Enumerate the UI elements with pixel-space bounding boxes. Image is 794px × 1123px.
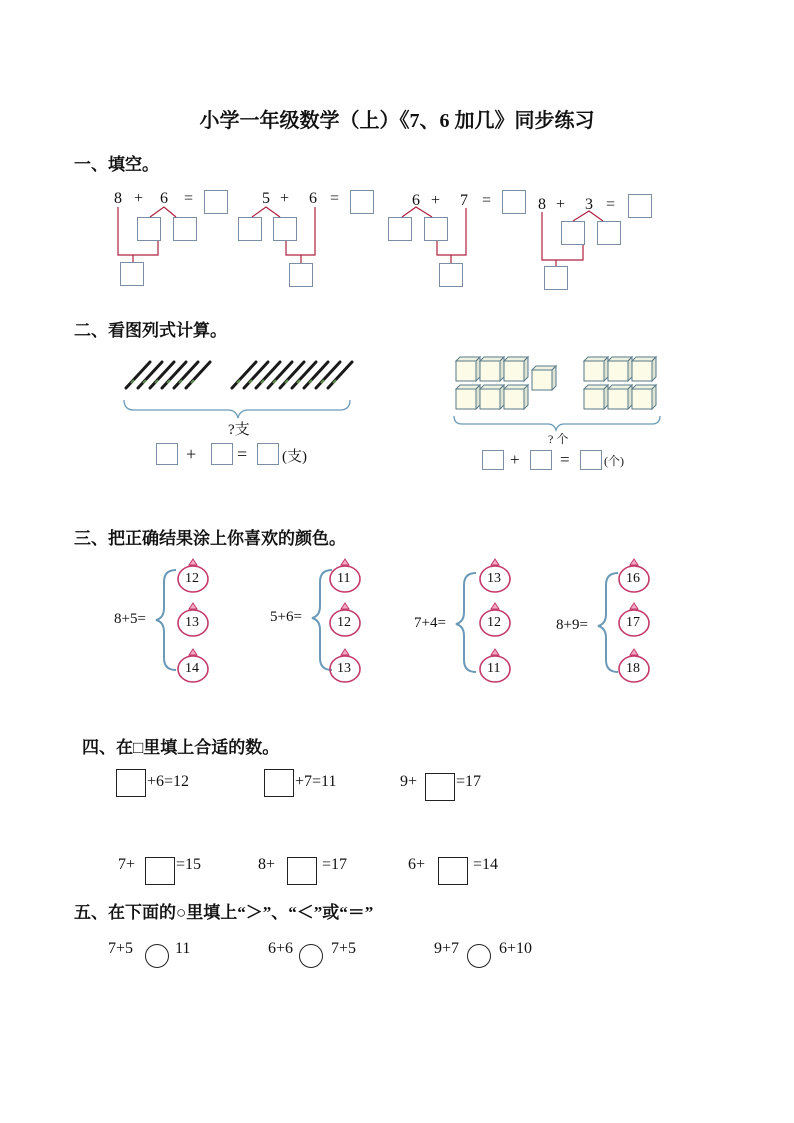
blank-6-tail: =14 — [473, 856, 499, 873]
blank-1-tail: +6=12 — [147, 773, 190, 790]
blank-5-head: 8+ — [258, 856, 276, 873]
operand-a: 6 — [412, 192, 420, 209]
blank-box-4[interactable] — [145, 857, 175, 885]
compare-3-circle[interactable] — [467, 944, 491, 968]
operator: + — [431, 192, 441, 209]
equals: = — [482, 192, 492, 209]
blank-box-5[interactable] — [287, 857, 317, 885]
cubes-unit: (个) — [604, 454, 624, 468]
operand-a: 8 — [538, 196, 546, 213]
page-title: 小学一年级数学（上）《7、6 加几》同步练习 — [199, 110, 595, 132]
section-3-heading: 三、把正确结果涂上你喜欢的颜色。 — [74, 529, 346, 548]
blank-box-3[interactable] — [425, 773, 455, 801]
operand-a: 5 — [262, 190, 270, 207]
compare-1-circle[interactable] — [145, 944, 169, 968]
blank-3-head: 9+ — [400, 773, 418, 790]
operand-b: 3 — [585, 196, 593, 213]
compare-2-left: 6+6 — [268, 940, 294, 957]
operand-a: 8 — [114, 190, 122, 207]
operator: + — [134, 190, 144, 207]
choice-3-option-3[interactable]: 11 — [487, 661, 501, 676]
choice-1-expr: 8+5= — [114, 611, 146, 627]
blank-box-1[interactable] — [116, 769, 146, 797]
compare-1-left: 7+5 — [108, 940, 134, 957]
choice-4-expr: 8+9= — [556, 617, 588, 633]
blank-6-head: 6+ — [408, 856, 426, 873]
pens-plus: + — [186, 444, 197, 464]
pens-unit: (支) — [282, 449, 307, 465]
section-2-heading: 二、看图列式计算。 — [74, 321, 227, 340]
compare-3-right: 6+10 — [499, 940, 533, 957]
choice-2-expr: 5+6= — [270, 609, 302, 625]
cubes-equals: = — [560, 450, 570, 469]
operand-b: 6 — [309, 190, 317, 207]
operator: + — [556, 196, 566, 213]
compare-1-right: 11 — [175, 940, 191, 957]
choice-3-option-1[interactable]: 13 — [487, 571, 501, 586]
blank-4-head: 7+ — [118, 856, 136, 873]
equals: = — [606, 196, 616, 213]
choice-2-option-1[interactable]: 11 — [337, 571, 351, 586]
section-4-heading: 四、在□里填上合适的数。 — [82, 738, 280, 757]
choice-1-option-2[interactable]: 13 — [185, 615, 199, 630]
blank-box-2[interactable] — [264, 769, 294, 797]
blank-2-tail: +7=11 — [295, 773, 337, 790]
section-1-heading: 一、填空。 — [74, 155, 159, 174]
choice-4-option-3[interactable]: 18 — [626, 661, 640, 676]
choice-2-option-2[interactable]: 12 — [337, 615, 351, 630]
choice-1-option-3[interactable]: 14 — [185, 661, 199, 676]
cubes-plus: + — [510, 450, 520, 469]
cubes-question: ? 个 — [548, 432, 569, 446]
operand-b: 6 — [160, 190, 168, 207]
choice-3-option-2[interactable]: 12 — [487, 615, 501, 630]
choice-1-option-1[interactable]: 12 — [185, 571, 199, 586]
choice-2-option-3[interactable]: 13 — [337, 661, 351, 676]
equals: = — [184, 190, 194, 207]
blank-3-tail: =17 — [456, 773, 482, 790]
choice-3-expr: 7+4= — [414, 615, 446, 631]
blank-4-tail: =15 — [176, 856, 202, 873]
choice-4-option-1[interactable]: 16 — [626, 571, 640, 586]
blank-5-tail: =17 — [322, 856, 348, 873]
pens-question: ?支 — [228, 422, 250, 438]
operator: + — [280, 190, 290, 207]
choice-4-option-2[interactable]: 17 — [626, 615, 640, 630]
compare-3-left: 9+7 — [434, 940, 460, 957]
compare-2-circle[interactable] — [299, 944, 323, 968]
compare-2-right: 7+5 — [331, 940, 357, 957]
section-5-heading: 五、在下面的○里填上“＞”、“＜”或“＝” — [74, 903, 374, 922]
operand-b: 7 — [460, 192, 468, 209]
equals: = — [330, 190, 340, 207]
pens-equals: = — [237, 444, 248, 464]
blank-box-6[interactable] — [438, 857, 468, 885]
